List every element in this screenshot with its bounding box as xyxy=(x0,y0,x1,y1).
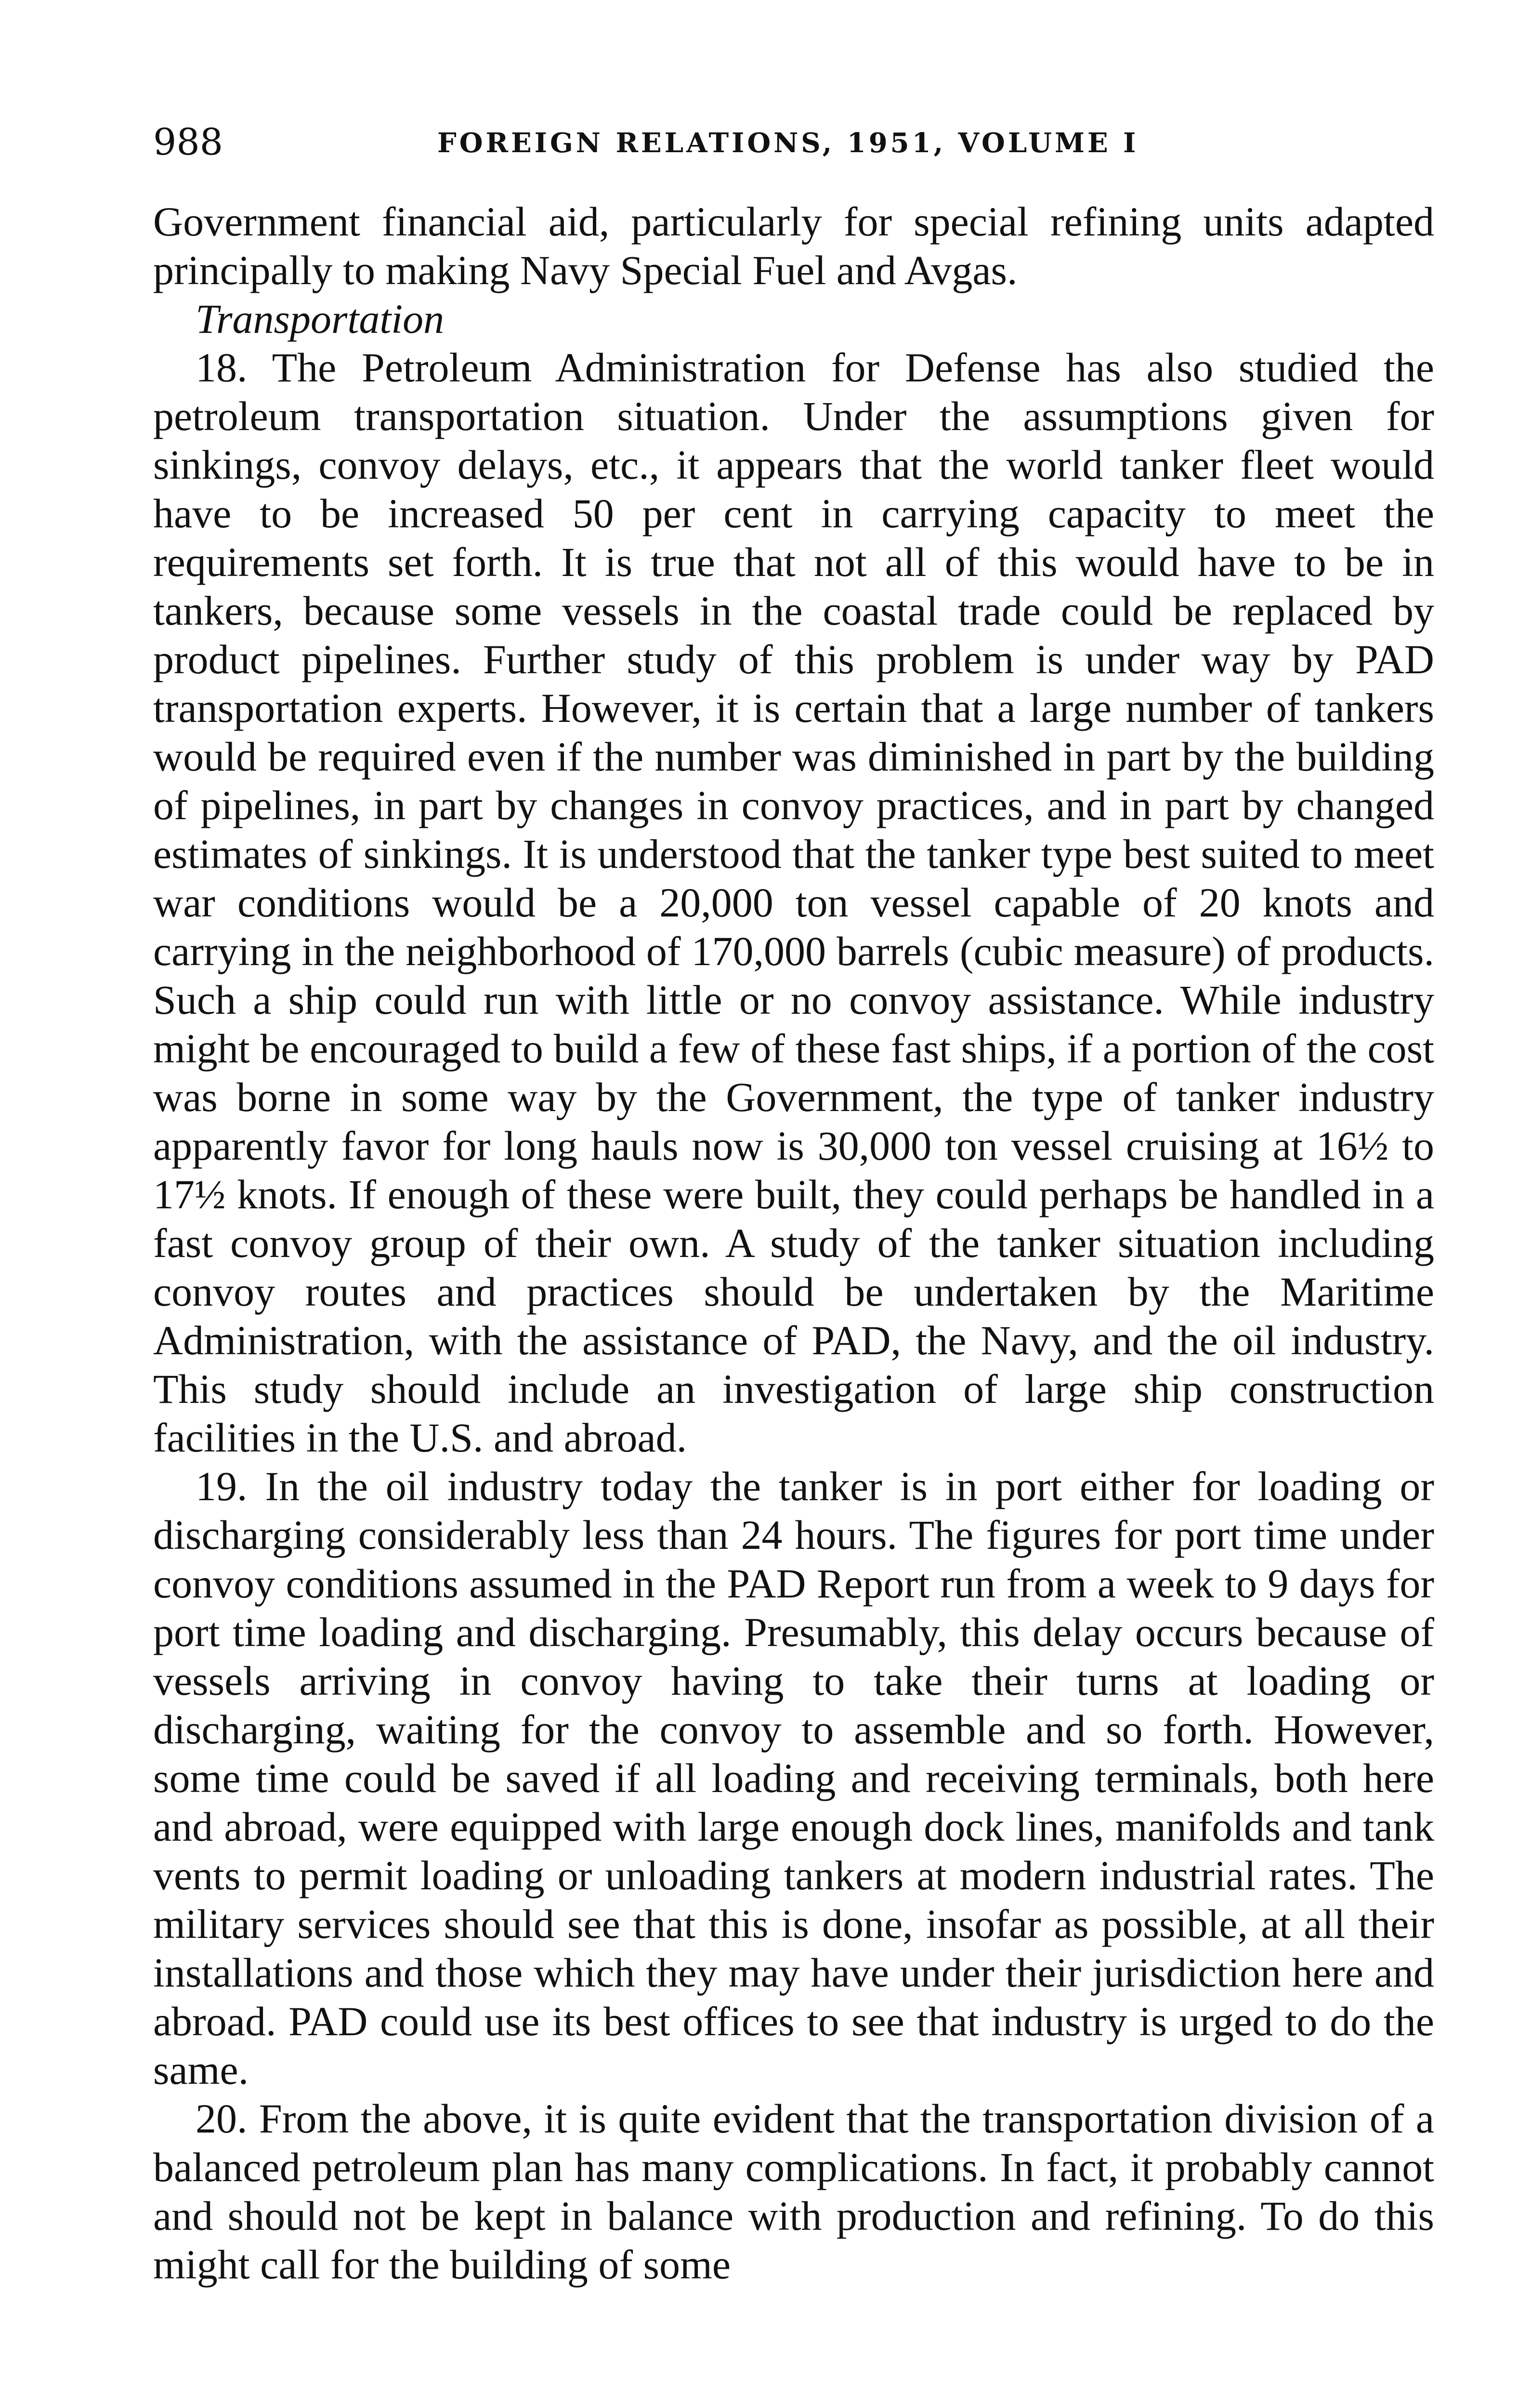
body-text xyxy=(153,197,1434,2289)
intro-paragraph: Government financial aid, particularly for special refining units adapted principally to making Navy Special Fuel and Avgas. xyxy=(153,198,1434,293)
paragraph-20: 20. From the above, it is quite evident that the transportation division of a balanced petroleum plan has many complications. In fact, it probably cannot and should not be kept in balance with production and refining. To do this might call for the building of some xyxy=(153,2095,1434,2288)
page-header xyxy=(153,120,1434,178)
paragraph-19: 19. In the oil industry today the tanker is in port either for loading or discharging considerably less than 24 hours. The figures for port time under convoy conditions assumed in the PAD Report run from a week to 9 days for port time loading and discharging. Presumably, this delay occurs because of vessels arriving in convoy having to take their turns at loading or discharging, waiting for the convoy to assemble and so forth. However, some time could be saved if all loading and receiving terminals, both here and abroad, were equipped with large enough dock lines, manifolds and tank vents to permit loading or unloading tankers at modern industrial rates. The military services should see that this is done, insofar as possible, at all their installations and those which they may have under their jurisdiction here and abroad. PAD could use its best offices to see that industry is urged to do the same. xyxy=(153,1463,1434,2093)
running-head: FOREIGN RELATIONS, 1951, VOLUME I xyxy=(437,127,1139,159)
section-heading: Transportation xyxy=(196,296,445,342)
document-page xyxy=(153,120,1434,2289)
paragraph-18: 18. The Petroleum Administration for Defense has also studied the petroleum transportation situation. Under the assumptions given for sinkings, convoy delays, etc., it appears that the world tanker fleet would have to be increased 50 per cent in carrying capacity to meet the requirements set forth. It is true that not all of this would have to be in tankers, because some vessels in the coastal trade could be replaced by product pipelines. Further study of this problem is under way by PAD transportation experts. However, it is certain that a large number of tankers would be required even if the number was diminished in part by the building of pipelines, in part by changes in convoy practices, and in part by changed estimates of sinkings. It is understood that the tanker type best suited to meet war conditions would be a 20,000 ton vessel capable of 20 knots and carrying in the neighborhood of 170,000 barrels (cubic measure) of products. Such a ship could run with little or no convoy assistance. While industry might be encouraged to build a few of these fast ships, if a portion of the cost was borne in some way by the Government, the type of tanker industry apparently favor for long hauls now is 30,000 ton vessel cruising at 16½ to 17½ knots. If enough of these were built, they could perhaps be handled in a fast convoy group of their own. A study of the tanker situation including convoy routes and practices should be undertaken by the Maritime Administration, with the assistance of PAD, the Navy, and the oil industry. This study should include an investigation of large ship construction facilities in the U.S. and abroad. xyxy=(153,344,1434,1461)
page-number: 988 xyxy=(153,120,223,163)
